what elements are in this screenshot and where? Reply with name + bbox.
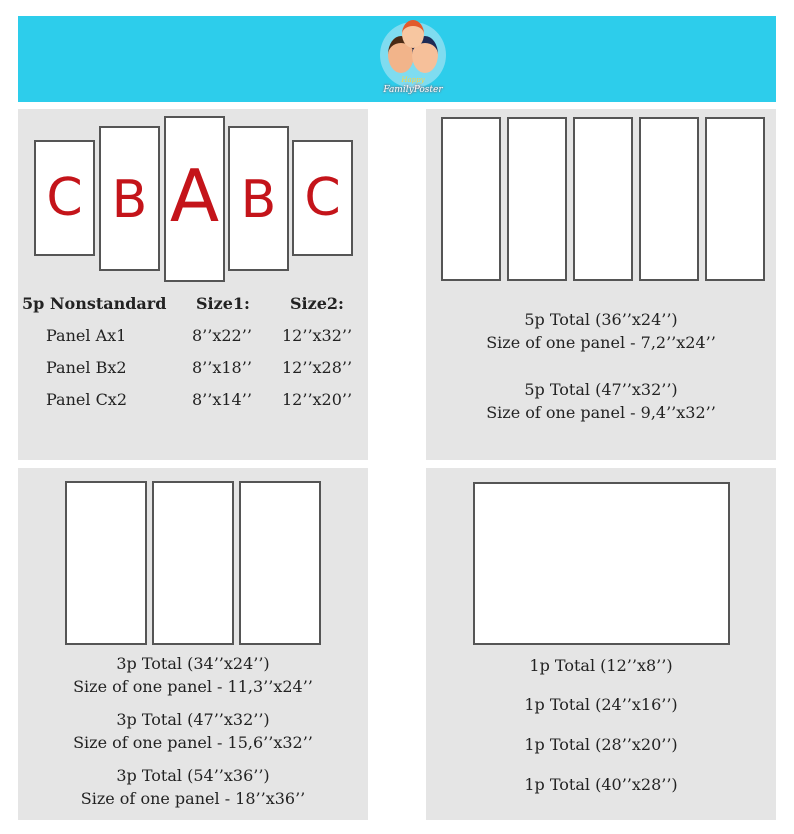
three-panel-total-3: 3p Total (54’’x36’’): [116, 766, 270, 785]
five-panel-size-2: Size of one panel - 9,4’’x32’’: [486, 403, 716, 422]
three-panel-size-2: Size of one panel - 15,6’’x32’’: [73, 733, 313, 752]
panel-c-size2: 12’’x20’’: [282, 390, 353, 409]
size2-heading: Size2:: [290, 294, 344, 313]
three-panel-2: [152, 481, 234, 645]
panel-b-size1: 8’’x18’’: [192, 358, 252, 377]
panel-letter: C: [304, 168, 341, 228]
panel-b-size2: 12’’x28’’: [282, 358, 353, 377]
family-poster-logo[interactable]: [372, 16, 454, 102]
nonstandard-heading: 5p Nonstandard: [22, 294, 167, 313]
single-panel-total-1: 1p Total (12’’x8’’): [529, 656, 673, 675]
panel-letter: A: [169, 154, 220, 238]
logo-kid-face-icon: [402, 20, 424, 48]
three-panel-size-3: Size of one panel - 18’’x36’’: [80, 789, 306, 808]
single-panel-total-2: 1p Total (24’’x16’’): [524, 695, 678, 714]
five-panel-total-2: 5p Total (47’’x32’’): [524, 380, 678, 399]
five-panel-1: [441, 117, 501, 281]
size1-heading: Size1:: [196, 294, 250, 313]
five-panel-3: [573, 117, 633, 281]
three-panel-size-1: Size of one panel - 11,3’’x24’’: [73, 677, 313, 696]
panel-a-size2: 12’’x32’’: [282, 326, 353, 345]
panel-c-label: Panel Cx2: [46, 390, 128, 409]
single-panel: [473, 482, 730, 645]
panel-b-left: [99, 126, 160, 271]
panel-c-left: [34, 140, 95, 256]
three-panel-1: [65, 481, 147, 645]
five-panel-size-1: Size of one panel - 7,2’’x24’’: [486, 333, 716, 352]
three-panel-total-2: 3p Total (47’’x32’’): [116, 710, 270, 729]
panel-a-label: Panel Ax1: [46, 326, 127, 345]
panel-b-right: [228, 126, 289, 271]
three-panel-total-1: 3p Total (34’’x24’’): [116, 654, 270, 673]
panel-letter: B: [111, 170, 148, 230]
three-panel-3: [239, 481, 321, 645]
panel-a-size1: 8’’x22’’: [192, 326, 252, 345]
logo-tagline: Happy: [401, 76, 425, 84]
panel-letter: B: [240, 170, 277, 230]
five-panel-4: [639, 117, 699, 281]
panel-c-size1: 8’’x14’’: [192, 390, 252, 409]
five-panel-5: [705, 117, 765, 281]
five-panel-2: [507, 117, 567, 281]
logo-brand-name: FamilyPoster: [383, 85, 443, 95]
panel-letter: C: [46, 168, 83, 228]
single-panel-total-4: 1p Total (40’’x28’’): [524, 775, 678, 794]
panel-c-right: [292, 140, 353, 256]
panel-b-label: Panel Bx2: [46, 358, 127, 377]
panel-a-center: [164, 116, 225, 282]
five-panel-total-1: 5p Total (36’’x24’’): [524, 310, 678, 329]
single-panel-total-3: 1p Total (28’’x20’’): [524, 735, 678, 754]
